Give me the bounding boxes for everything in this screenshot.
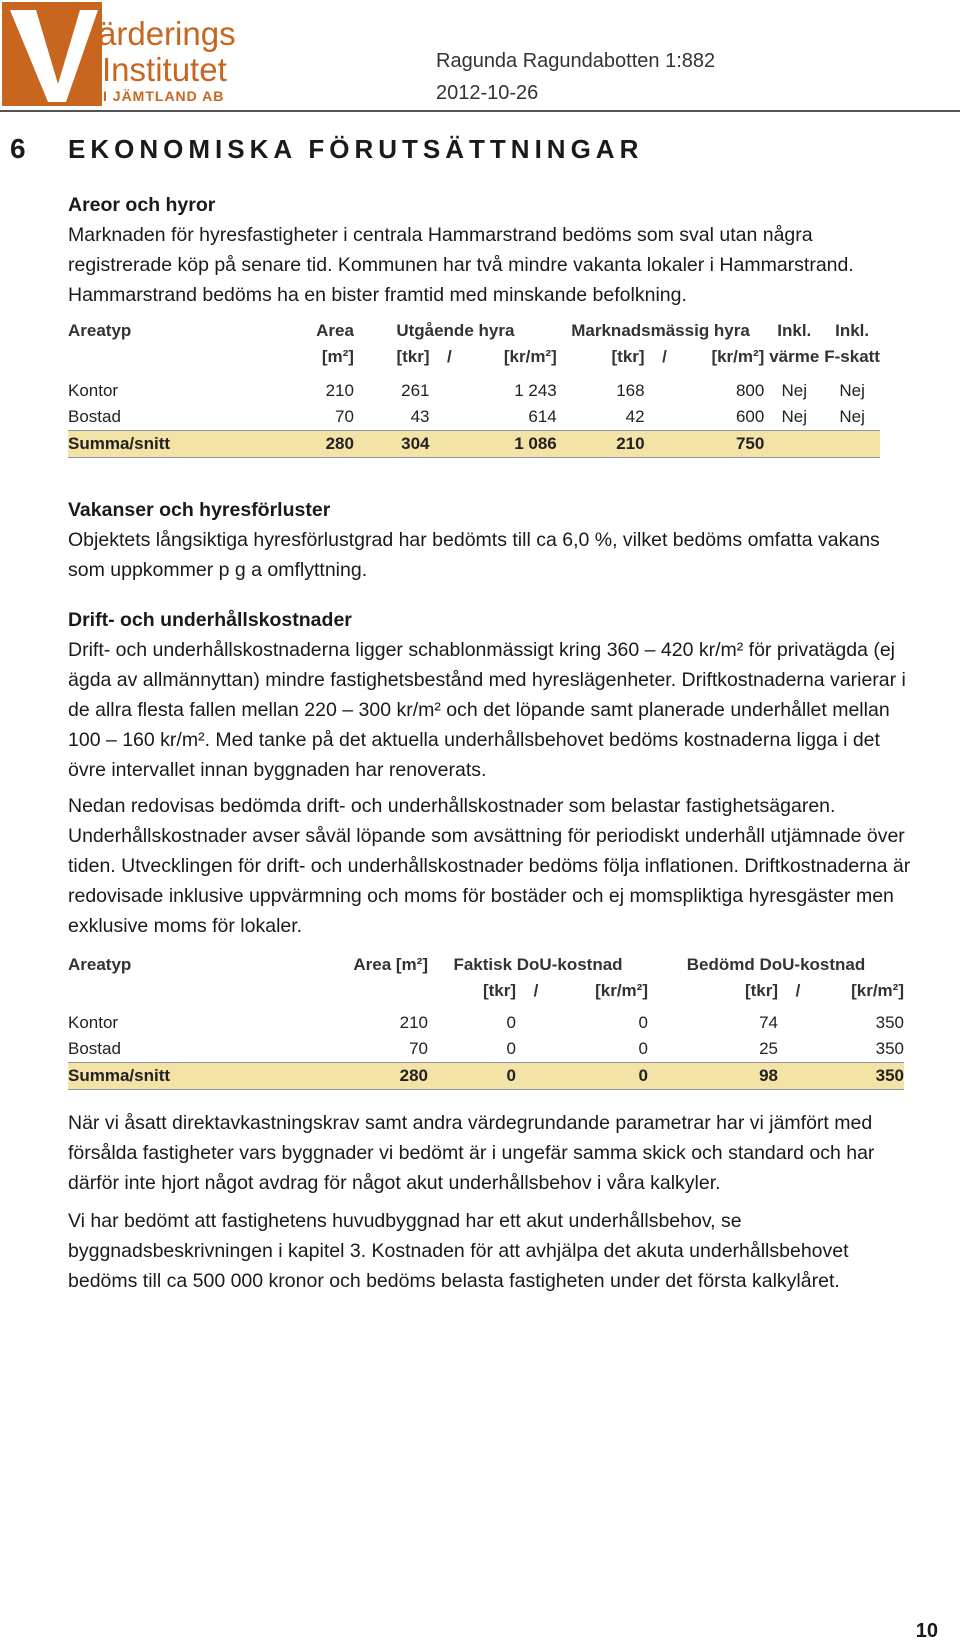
table-cell: 98 <box>648 1063 778 1090</box>
rent-table <box>68 318 880 458</box>
table-cell: 350 <box>875 1039 904 1058</box>
table-cell: 1 086 <box>469 431 557 458</box>
logo-line2: Institutet <box>102 51 227 88</box>
table-cell: 43 <box>410 407 430 426</box>
chapter-number: 6 <box>10 133 26 164</box>
column-subheader: [tkr] <box>396 347 430 366</box>
table-cell: 42 <box>625 407 645 426</box>
table-cell: 0 <box>428 1063 516 1090</box>
column-subheader: [tkr] <box>611 347 645 366</box>
table-header-row <box>68 978 904 1004</box>
table-cell: Summa/snitt <box>68 431 275 458</box>
table-header-row <box>68 318 880 344</box>
paragraph-closing-1: När vi åsatt direktavkastningskrav samt andra värdegrundande parametrar har vi jämfört med försålda fastigheter vars byggnader vi bedömt är i ungefär samma skick och standard och har därför inte hjort något avdrag för något akut underhållsbehov i våra kalkyler. <box>68 1112 875 1194</box>
table-cell: 0 <box>506 1039 516 1058</box>
paragraph-closing-2: Vi har bedömt att fastighetens huvudbyggnad har ett akut underhållsbehov, se byggnadsbeskrivningen i kapitel 3. Kostnaden för att avhjälpa det akuta underhållsbehovet bedöms till ca 500 000 kronor och bedöms belasta fastigheten under det första kalkylåret. <box>68 1210 849 1292</box>
table-cell: 750 <box>684 431 764 458</box>
table-cell: Nej <box>839 381 865 400</box>
section-vakanser <box>68 495 918 585</box>
column-subheader: [tkr] <box>744 981 778 1000</box>
table-cell: Nej <box>839 407 865 426</box>
table-cell: 210 <box>399 1013 428 1032</box>
company-logo <box>2 2 242 106</box>
column-subheader: / <box>446 347 452 366</box>
column-subheader: [kr/m²] <box>851 981 904 1000</box>
table-cell <box>824 431 880 458</box>
table-cell: 0 <box>556 1063 648 1090</box>
section-areor <box>68 190 918 310</box>
table-cell: 210 <box>325 381 354 400</box>
logo-line3: I JÄMTLAND AB <box>103 88 225 104</box>
table-cell: 800 <box>735 381 765 400</box>
dou-table <box>68 952 904 1090</box>
column-header: Faktisk DoU-kostnad <box>453 955 623 974</box>
column-subheader <box>68 344 275 370</box>
table-cell: 600 <box>735 407 765 426</box>
table-cell: 280 <box>275 431 354 458</box>
table-cell: 1 243 <box>514 381 557 400</box>
table-cell: 304 <box>354 431 430 458</box>
section-closing <box>68 1108 918 1296</box>
table-cell <box>764 431 824 458</box>
column-subheader: / <box>533 981 539 1000</box>
table-cell: 261 <box>401 381 430 400</box>
column-subheader: / <box>795 981 801 1000</box>
property-reference: Ragunda Ragundabotten 1:882 <box>436 50 716 72</box>
table-cell: 350 <box>818 1063 904 1090</box>
table-cell: 0 <box>638 1013 648 1032</box>
table-cell: 0 <box>638 1039 648 1058</box>
column-header: Marknadsmässig hyra <box>571 321 750 340</box>
paragraph-drift-1: Drift- och underhållskostnaderna ligger schablonmässigt kring 360 – 420 kr/m² för privatägda (ej ägda av allmännyttan) mindre fastighetsbestånd med hyreslägenheter. Driftkostnaderna varierar i de allra flesta fallen mellan 220 – 300 kr/m² och det löpande samt planerade underhållet mellan 100 – 160 kr/m². Med tanke på det aktuella underhållsbehovet bedöms kostnaderna ligga i det övre intervallet innan byggnaden har renoverats. <box>68 639 906 781</box>
section-drift <box>68 605 918 941</box>
table-cell: Summa/snitt <box>68 1063 298 1090</box>
table-cell: 25 <box>759 1039 778 1058</box>
column-subheader: [kr/m²] <box>711 347 765 366</box>
table-cell: 280 <box>298 1063 428 1090</box>
table-cell: Kontor <box>68 1013 119 1032</box>
table-cell: 168 <box>616 381 645 400</box>
section-heading-vakanser: Vakanser och hyresförluster <box>68 499 331 521</box>
table-row <box>68 1036 904 1063</box>
column-subheader: [kr/m²] <box>503 347 557 366</box>
table-cell: 350 <box>875 1013 904 1032</box>
page-number: 10 <box>915 1620 938 1642</box>
paragraph-vakanser: Objektets långsiktiga hyresförlustgrad har bedömts till ca 6,0 %, vilket bedöms omfatta vakans som uppkommer p g a omflyttning. <box>68 529 880 581</box>
section-heading-drift: Drift- och underhållskostnader <box>68 609 352 631</box>
logo-v-icon <box>2 2 102 106</box>
column-subheader: värme <box>769 347 820 366</box>
column-header: Area [m²] <box>353 955 428 974</box>
table-cell: Nej <box>781 407 808 426</box>
table-row <box>68 1010 904 1036</box>
table-header-row <box>68 952 904 978</box>
column-header: Utgående hyra <box>396 321 515 340</box>
chapter-title: EKONOMISKA FÖRUTSÄTTNINGAR <box>68 134 644 164</box>
column-header: Areatyp <box>68 955 132 974</box>
column-header: Inkl. <box>835 321 870 340</box>
table-cell: Bostad <box>68 1039 121 1058</box>
column-header: Bedömd DoU-kostnad <box>686 955 866 974</box>
column-subheader: [kr/m²] <box>595 981 648 1000</box>
column-subheader: [tkr] <box>482 981 516 1000</box>
report-date: 2012-10-26 <box>436 82 539 104</box>
table-summary-row <box>68 1063 904 1090</box>
table-row <box>68 404 880 431</box>
column-header: Inkl. <box>777 321 812 340</box>
table-row <box>68 378 880 404</box>
table-cell: 0 <box>506 1013 516 1032</box>
column-subheader: [m²] <box>321 347 354 366</box>
table-cell: Nej <box>781 381 808 400</box>
column-header: Areatyp <box>68 321 132 340</box>
logo-line1: ärderings <box>98 15 236 52</box>
table-summary-row <box>68 431 880 458</box>
header-divider <box>0 110 960 112</box>
paragraph-drift-2: Nedan redovisas bedömda drift- och underhållskostnader som belastar fastighetsägaren. Underhållskostnader avser såväl löpande som avsättning för periodiskt underhåll utjämnade över tiden. Utvecklingen för drift- och underhållskostnader bedöms följa inflationen. Driftkostnaderna är redovisade inklusive uppvärmning och moms för bostäder och ej momspliktiga hyresgäster men exklusive moms för lokaler. <box>68 795 911 937</box>
table-header-row <box>68 344 880 370</box>
chapter-heading <box>10 133 643 165</box>
section-heading-areor: Areor och hyror <box>68 194 216 216</box>
table-cell: Kontor <box>68 381 119 400</box>
table-cell: 74 <box>759 1013 778 1032</box>
table-cell: Bostad <box>68 407 121 426</box>
column-subheader: / <box>662 347 667 366</box>
table-cell: 70 <box>409 1039 428 1058</box>
table-cell: 70 <box>335 407 354 426</box>
paragraph-areor: Marknaden för hyresfastigheter i centrala Hammarstrand bedöms som sval utan några registrerade köp på senare tid. Kommunen har två mindre vakanta lokaler i Hammarstrand. Hammarstrand bedöms ha en bister framtid med minskande befolkning. <box>68 224 854 306</box>
table-cell: 614 <box>528 407 557 426</box>
page-header <box>0 0 960 112</box>
column-subheader: F-skatt <box>824 347 880 366</box>
table-cell: 210 <box>557 431 645 458</box>
column-header: Area <box>316 321 354 340</box>
